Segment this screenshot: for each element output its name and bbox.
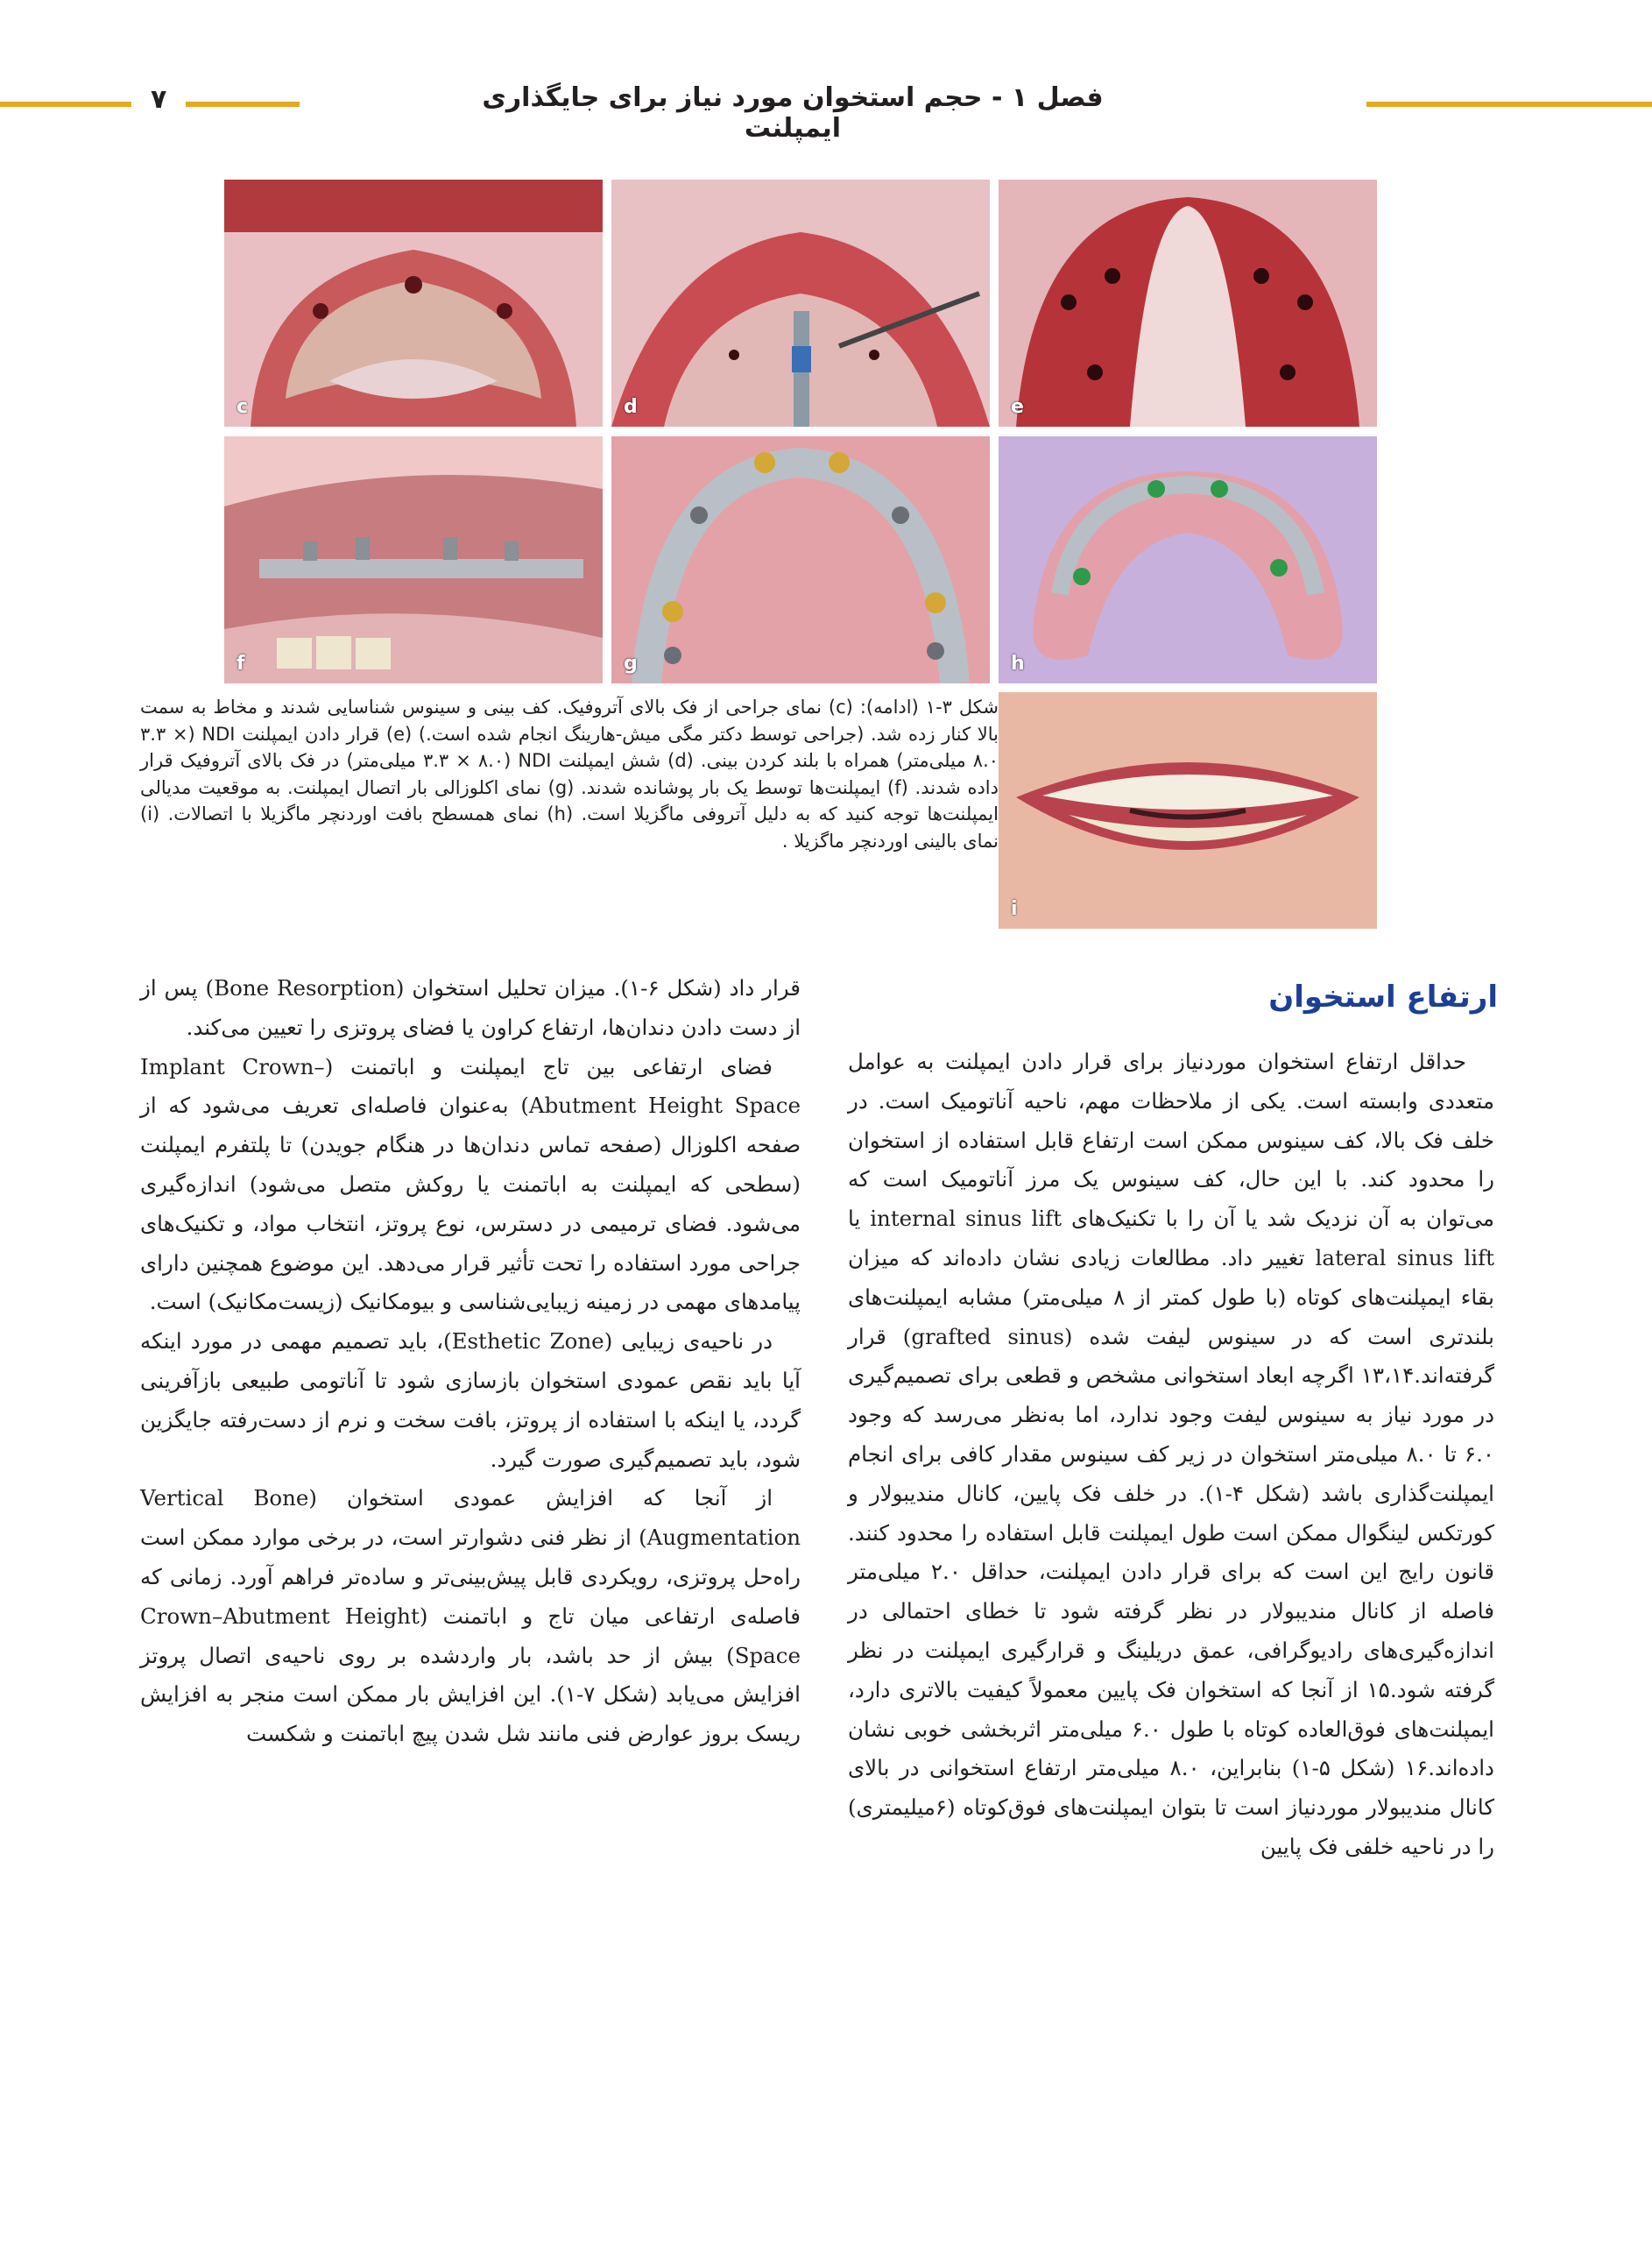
header-rule-right (1366, 102, 1652, 107)
right-column-paragraph: حداقل ارتفاع استخوان موردنیاز برای قرار دادن ایمپلنت به عوامل متعددی وابسته است. یکی از ملاحظات مهم، ناحیه آناتومیک است. در خلف فک بالا، کف سینوس ممکن است ارتفاع قابل استفاده از استخوان را محدود کند. با این حال، کف سینوس یک مرز آناتومیک است که می‌توان به آن نزدیک شد یا آن را با تکنیک‌های internal sinus lift یا lateral sinus lift تغییر داد. مطالعات زیادی نشان داده‌اند که میزان بقاء ایمپلنت‌های کوتاه (با طول کمتر از ۸ میلی‌متر) مشابه ایمپلنت‌های بلندتری است که در سینوس لیفت شده (grafted sinus) قرار گرفته‌اند.۱۳،۱۴ اگرچه ابعاد استخوانی مشخص و قطعی برای تصمیم‌گیری در مورد نیاز به سینوس لیفت وجود ندارد، اما به‌نظر می‌رسد که وجود ۶.۰ تا ۸.۰ میلی‌متر استخوان در زیر کف سینوس مقدار کافی برای انجام ایمپلنت‌گذاری باشد (شکل ۴-۱). در خلف فک پایین، کانال مندیبولار و کورتکس لینگوال ممکن است طول ایمپلنت قابل استفاده را محدود کنند. قانون رایج این است که برای قرار دادن ایمپلنت، حداقل ۲.۰ میلی‌متر فاصله از کانال مندیبولار در نظر گرفته شود تا خطای احتمالی در اندازه‌گیری‌های رادیوگرافی، عمق دریلینگ و قرارگیری ایمپلنت در نظر گرفته شود.۱۵ از آنجا که استخوان فک پایین معمولاً کیفیت بالاتری دارد، ایمپلنت‌های فوق‌العاده کوتاه با طول ۶.۰ میلی‌متر اثربخشی خوبی نشان داده‌اند.۱۶ (شکل ۵-۱) بنابراین، ۸.۰ میلی‌متر ارتفاع استخوانی در بالای کانال مندیبولار موردنیاز است تا بتوان ایمپلنت‌های فوق‌کوتاه (۶میلیمتری) را در ناحیه خلفی فک پایین (848, 1049, 1495, 1859)
left-column (140, 969, 801, 1754)
panel-label-i: i (1011, 898, 1018, 920)
figure-panel-e (999, 180, 1377, 427)
figure-panel-c (224, 180, 603, 427)
figure-caption: شکل ۳-۱ (ادامه): (c) نمای جراحی از فک بالای آتروفیک. کف بینی و سینوس شناسایی شدند و مخاط به سمت بالا کنار زده شد. (جراحی توسط دکتر مگی میش-هارینگ انجام شده است.) (e) قرار دادن ایمپلنت NDI (۳.۳ × ۸.۰ میلی‌متر) همراه با بلند کردن بینی. (d) شش ایمپلنت NDI (۳.۳ × ۸.۰ میلی‌متر) در فک بالای آتروفیک قرار داده شدند. (f) ایمپلنت‌ها توسط یک بار پوشانده شدند. (g) نمای اکلوزالی بار اتصال ایمپلنت. به موقعیت مدیالی ایمپلنت‌ها توجه کنید که به دلیل آتروفی ماگزیلا است. (h) نمای همسطح بافت اوردنچر ماگزیلا با اتصالات. (i) نمای بالینی اوردنچر ماگزیلا . (140, 697, 999, 852)
section-heading: ارتفاع استخوان (1268, 980, 1498, 1015)
panel-label-h: h (1011, 653, 1025, 675)
figure-panel-f (224, 436, 603, 683)
panel-label-g: g (624, 653, 638, 675)
chapter-title: فصل ۱ - حجم استخوان مورد نیاز برای جایگذاری ایمپلنت (482, 82, 1104, 144)
header-rule-left (0, 102, 131, 107)
page-number: ۷ (151, 84, 167, 115)
left-column-paragraph: در ناحیه‌ی زیبایی (Esthetic Zone)، باید تصمیم مهمی در مورد اینکه آیا باید نقص عمودی استخوان بازسازی شود تا آناتومی طبیعی بازآفرینی گردد، یا اینکه با استفاده از پروتز، بافت سخت و نرم از دست‌رفته جایگزین شود، باید تصمیم‌گیری صورت گیرد. (140, 1328, 801, 1472)
figure-panel-h (999, 436, 1377, 683)
right-column (848, 1043, 1494, 1867)
figure-panel-d (611, 180, 990, 427)
panel-label-d: d (624, 396, 638, 418)
panel-label-c: c (237, 396, 249, 418)
left-column-paragraph: قرار داد (شکل ۶-۱). میزان تحلیل استخوان (Bone Resorption) پس از از دست دادن دندان‌ها، ارتفاع کراون یا فضای پروتزی را تعیین می‌کند. (140, 975, 801, 1040)
left-column-paragraph: از آنجا که افزایش عمودی استخوان (Vertical Bone Augmentation) از نظر فنی دشوارتر است، در برخی موارد ممکن است راه‌حل پروتزی، رویکردی قابل پیش‌بینی‌تر و ساده‌تر فراهم آورد. زمانی که فاصله‌ی ارتفاعی میان تاج و اباتمنت (Crown–Abutment Height Space) بیش از حد باشد، بار واردشده بر روی ناحیه‌ی اتصال پروتز افزایش می‌یابد (شکل ۷-۱). این افزایش بار ممکن است منجر به افزایش ریسک بروز عوارض فنی مانند شل شدن پیچ اباتمنت و شکست (140, 1485, 801, 1747)
panel-label-f: f (237, 653, 245, 675)
left-column-paragraph: فضای ارتفاعی بین تاج ایمپلنت و اباتمنت (Implant Crown–Abutment Height Space) به‌عنوان فاصله‌ای تعریف می‌شود که از صفحه اکلوزال (صفحه تماس دندان‌ها در هنگام جویدن) تا پلتفرم ایمپلنت (سطحی که ایمپلنت به اباتمنت یا روکش متصل می‌شود) اندازه‌گیری می‌شود. فضای ترمیمی در دسترس، نوع پروتز، انتخاب مواد، و تکنیک‌های جراحی مورد استفاده را تحت تأثیر قرار می‌دهد. این موضوع همچنین دارای پیامدهای مهمی در زمینه زیبایی‌شناسی و بیومکانیک (زیست‌مکانیک) است. (140, 1053, 801, 1315)
header-rule-mid (186, 102, 300, 107)
figure-panel-g (611, 436, 990, 683)
panel-label-e: e (1011, 396, 1024, 418)
figure-panel-i (999, 692, 1377, 929)
